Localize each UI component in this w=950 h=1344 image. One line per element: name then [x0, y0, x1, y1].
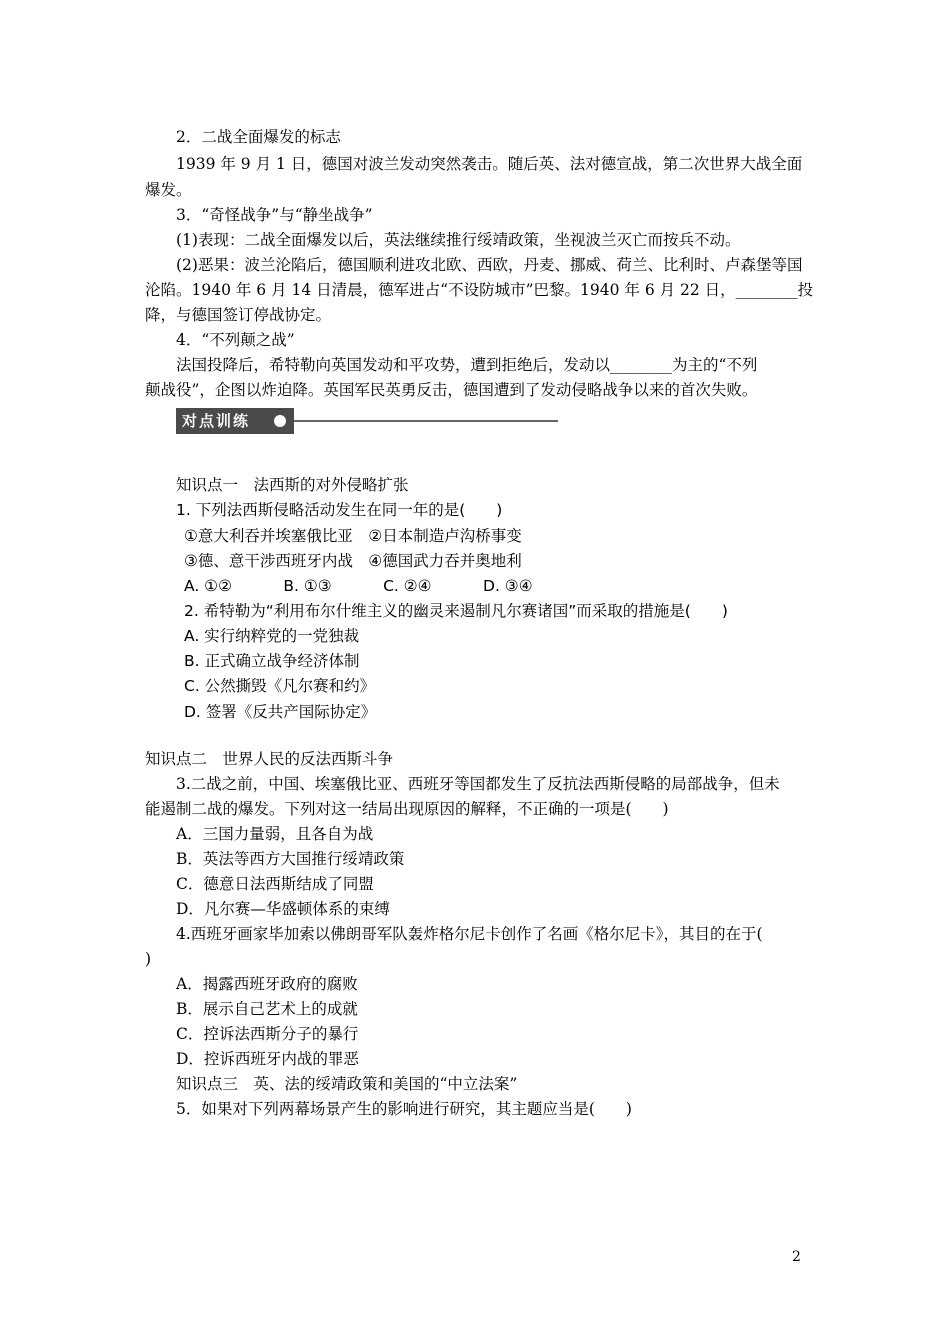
question-4-option: B．展示自己艺术上的成就	[176, 1000, 358, 1018]
knowledge-point-1-heading: 知识点一 法西斯的对外侵略扩张	[176, 476, 409, 494]
paragraph-line: 爆发。	[145, 181, 192, 199]
question-3: 3.二战之前，中国、埃塞俄比亚、西班牙等国都发生了反抗法西斯侵略的局部战争，但未	[176, 775, 780, 793]
question-4-option: D．控诉西班牙内战的罪恶	[176, 1050, 359, 1068]
question-2-option: D. 签署《反共产国际协定》	[184, 703, 377, 721]
practice-banner	[176, 408, 558, 434]
paragraph-line: 沦陷。1940 年 6 月 14 日清晨，德军进占“不设防城市”巴黎。1940 年 6 月 22 日，________投	[145, 281, 814, 299]
question-2-option: B. 正式确立战争经济体制	[184, 652, 360, 670]
knowledge-point-2-heading: 知识点二 世界人民的反法西斯斗争	[145, 750, 394, 768]
question-4-option: C．控诉法西斯分子的暴行	[176, 1025, 359, 1043]
question-5: 5．如果对下列两幕场景产生的影响进行研究，其主题应当是( )	[176, 1100, 632, 1118]
page-number: 2	[792, 1249, 801, 1265]
section-4-heading: 4．“不列颠之战”	[176, 331, 295, 349]
paragraph-line: 1939 年 9 月 1 日，德国对波兰发动突然袭击。随后英、法对德宣战，第二次世界大战全面	[176, 155, 803, 173]
question-3-option: D．凡尔赛—华盛顿体系的束缚	[176, 900, 390, 918]
question-4-continued: )	[145, 950, 152, 968]
question-3-continued: 能遏制二战的爆发。下列对这一结局出现原因的解释，不正确的一项是( )	[145, 800, 669, 818]
practice-banner-label: 对点训练	[176, 408, 294, 434]
paragraph-line: 颠战役”，企图以炸迫降。英国军民英勇反击，德国遭到了发动侵略战争以来的首次失败。	[145, 381, 758, 399]
paragraph-line: (2)恶果：波兰沦陷后，德国顺利进攻北欧、西欧，丹麦、挪威、荷兰、比利时、卢森堡等国	[176, 256, 803, 274]
knowledge-point-3-heading: 知识点三 英、法的绥靖政策和美国的“中立法案”	[176, 1075, 518, 1093]
question-1-item: ③德、意干涉西班牙内战 ④德国武力吞并奥地利	[184, 552, 522, 570]
paragraph-line: 降，与德国签订停战协定。	[145, 306, 332, 324]
question-1-item: ①意大利吞并埃塞俄比亚 ②日本制造卢沟桥事变	[184, 527, 522, 545]
section-2-heading: 2．二战全面爆发的标志	[176, 128, 341, 146]
question-3-option: B．英法等西方大国推行绥靖政策	[176, 850, 405, 868]
question-4: 4.西班牙画家毕加索以佛朗哥军队轰炸格尔尼卡创作了名画《格尔尼卡》，其目的在于(	[176, 925, 763, 943]
question-4-option: A．揭露西班牙政府的腐败	[176, 975, 358, 993]
banner-divider	[294, 420, 558, 422]
question-2-option: A. 实行纳粹党的一党独裁	[184, 627, 360, 645]
question-3-option: C．德意日法西斯结成了同盟	[176, 875, 374, 893]
question-2: 2. 希特勒为“利用布尔什维主义的幽灵来遏制凡尔赛诸国”而采取的措施是( )	[184, 602, 728, 620]
paragraph-line: 法国投降后，希特勒向英国发动和平攻势，遭到拒绝后，发动以________为主的“不列	[176, 356, 758, 374]
bullet-dot-icon	[274, 415, 286, 427]
question-2-option: C. 公然撕毁《凡尔赛和约》	[184, 677, 376, 695]
question-1-options: A. ①② B. ①③ C. ②④ D. ③④	[184, 577, 533, 595]
question-3-option: A．三国力量弱，且各自为战	[176, 825, 374, 843]
section-3-heading: 3．“奇怪战争”与“静坐战争”	[176, 206, 373, 224]
paragraph-line: (1)表现：二战全面爆发以后，英法继续推行绥靖政策，坐视波兰灭亡而按兵不动。	[176, 231, 741, 249]
question-1: 1. 下列法西斯侵略活动发生在同一年的是( )	[176, 501, 503, 519]
